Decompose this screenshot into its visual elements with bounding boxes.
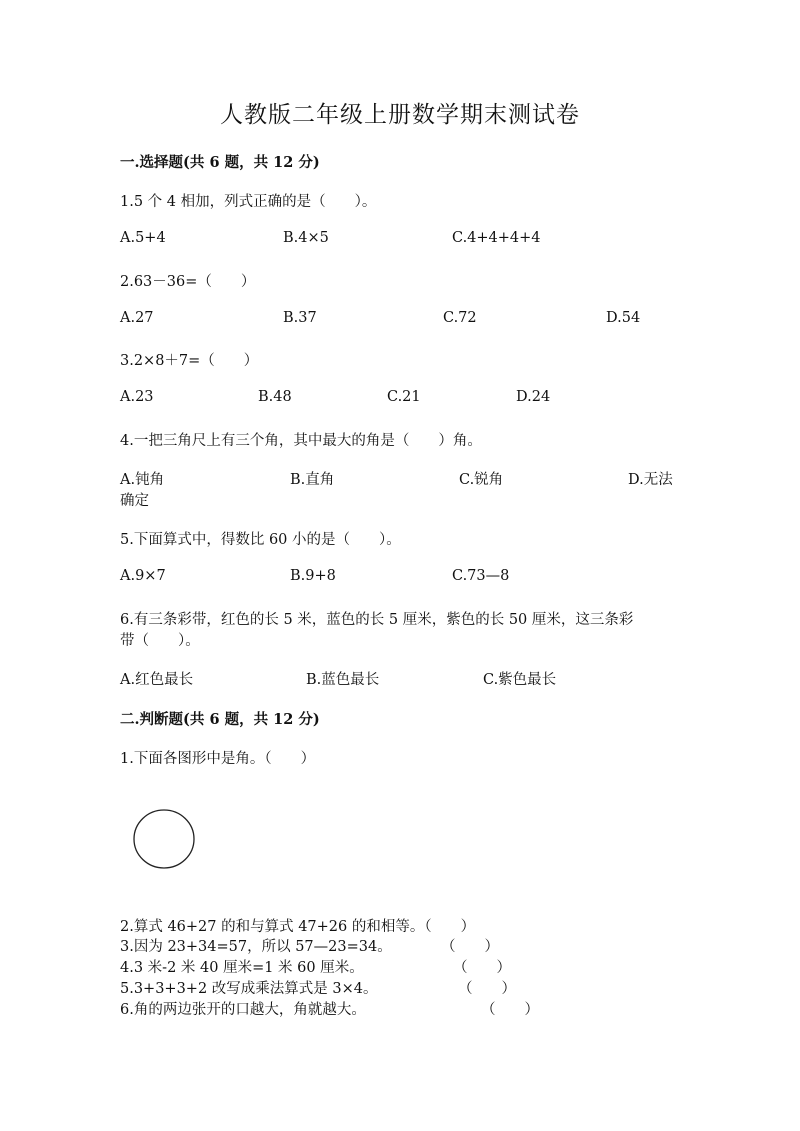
q4-option-d-wrap: 确定: [120, 493, 149, 509]
question-3-stem: 3.2×8＋7=（ ）: [120, 353, 259, 369]
q2-option-a: A.27: [120, 310, 154, 326]
question-1-stem: 1.5 个 4 相加，列式正确的是（ ）。: [120, 194, 377, 210]
page-title: 人教版二年级上册数学期末测试卷: [220, 102, 580, 128]
q1-option-b: B.4×5: [283, 230, 329, 246]
q3-option-c: C.21: [387, 389, 421, 405]
judgement-5-bracket: （ ）: [458, 981, 516, 997]
circle-figure: [132, 808, 196, 870]
judgement-6: 6.角的两边张开的口越大，角就越大。: [120, 1002, 366, 1018]
judgement-4: 4.3 米-2 米 40 厘米=1 米 60 厘米。: [120, 960, 364, 976]
q3-option-d: D.24: [516, 389, 551, 405]
q5-option-a: A.9×7: [120, 568, 166, 584]
section-heading-choice: 一.选择题(共 6 题，共 12 分): [120, 154, 320, 171]
judgement-4-bracket: （ ）: [453, 960, 511, 976]
question-2-stem: 2.63－36=（ ）: [120, 274, 256, 290]
judgement-1-stem: 1.下面各图形中是角。（ ）: [120, 751, 316, 767]
q3-option-b: B.48: [258, 389, 292, 405]
question-6-stem-line2: 带（ ）。: [120, 633, 200, 649]
judgement-3-bracket: （ ）: [441, 939, 499, 955]
question-5-stem: 5.下面算式中，得数比 60 小的是（ ）。: [120, 532, 401, 548]
q2-option-d: D.54: [606, 310, 641, 326]
section-heading-judgement: 二.判断题(共 6 题，共 12 分): [120, 711, 320, 728]
q2-option-b: B.37: [283, 310, 317, 326]
judgement-2: 2.算式 46+27 的和与算式 47+26 的和相等。（ ）: [120, 919, 476, 935]
q4-option-a: A.钝角: [120, 472, 165, 488]
q5-option-b: B.9+8: [290, 568, 336, 584]
q6-option-c: C.紫色最长: [483, 672, 557, 688]
q4-option-b: B.直角: [290, 472, 335, 488]
q1-option-a: A.5+4: [120, 230, 166, 246]
q4-option-d: D.无法: [628, 472, 673, 488]
q6-option-a: A.红色最长: [120, 672, 194, 688]
question-6-stem-line1: 6.有三条彩带，红色的长 5 米，蓝色的长 5 厘米，紫色的长 50 厘米，这三条彩: [120, 612, 634, 628]
q2-option-c: C.72: [443, 310, 477, 326]
judgement-3: 3.因为 23+34=57，所以 57—23=34。: [120, 939, 392, 955]
question-4-stem: 4.一把三角尺上有三个角，其中最大的角是（ ）角。: [120, 433, 482, 449]
q1-option-c: C.4+4+4+4: [452, 230, 541, 246]
q6-option-b: B.蓝色最长: [306, 672, 380, 688]
judgement-6-bracket: （ ）: [481, 1002, 539, 1018]
judgement-5: 5.3+3+3+2 改写成乘法算式是 3×4。: [120, 981, 378, 997]
q5-option-c: C.73—8: [452, 568, 510, 584]
q3-option-a: A.23: [120, 389, 154, 405]
q4-option-c: C.锐角: [459, 472, 504, 488]
